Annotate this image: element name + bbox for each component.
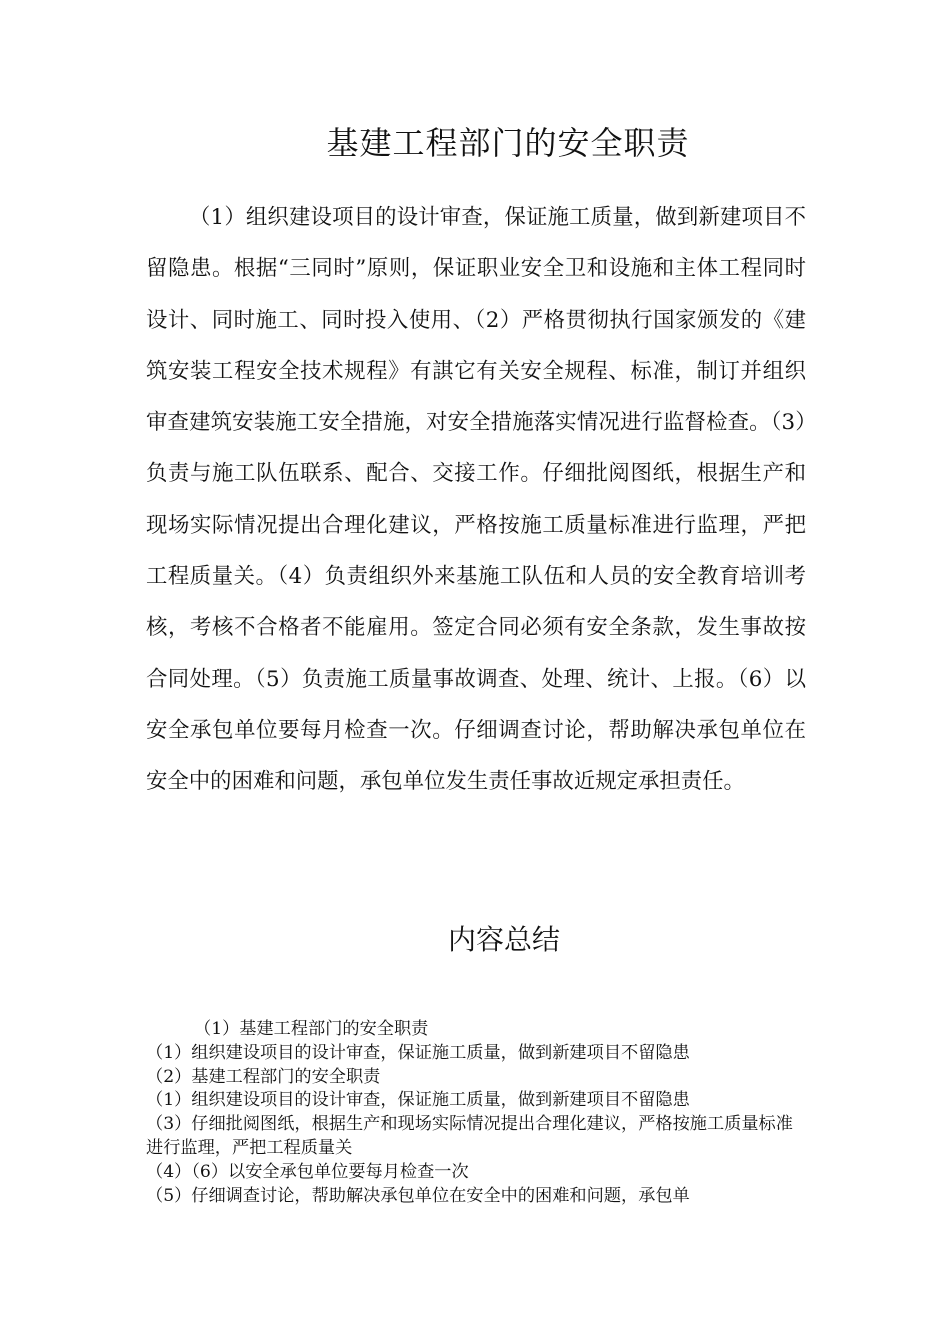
document-title: 基建工程部门的安全职责 [326,124,690,162]
summary-item: （2）基建工程部门的安全职责 [146,1066,381,1087]
summary-item: （3）仔细批阅图纸，根据生产和现场实际情况提出合理化建议，严格按施工质量标准进行监理，严把工程质量关 [146,1114,793,1158]
summary-item: （1）基建工程部门的安全职责 [194,1019,429,1039]
summary-item: （1）组织建设项目的设计审查，保证施工质量，做到新建项目不留隐患 [146,1042,690,1063]
summary-item: （4）（6）以安全承包单位要每月检查一次 [146,1161,469,1182]
summary-list [146,1018,806,1208]
document-body: （1）组织建设项目的设计审查，保证施工质量，做到新建项目不留隐患。根据“三同时”原则，保证职业安全卫和设施和主体工程同时设计、同时施工、同时投入使用、（2）严格贯彻执行国家颁发的《建筑安装工程安全技术规程》有諆它有关安全规程、标准，制订并组织审查建筑安装施工安全措施，对安全措施落实情况进行监督检查。（3）负责与施工队伍联系、配合、交接工作。仔细批阅图纸，根据生产和现场实际情况提出合理化建议，严格按施工质量标准进行监理，严把工程质量关。（4）负责组织外来基施工队伍和人员的安全教育培训考核，考核不合格者不能雇用。签定合同必须有安全条款，发生事故按合同处理。（5）负责施工质量事故调查、处理、统计、上报。（6）以安全承包单位要每月检查一次。仔细调查讨论，帮助解决承包单位在安全中的困难和问题，承包单位发生责任事故近规定承担责任。 [146,205,806,795]
summary-title: 内容总结 [447,923,560,956]
summary-item: （1）组织建设项目的设计审查，保证施工质量，做到新建项目不留隐患 [146,1090,690,1111]
summary-item: （5）仔细调查讨论，帮助解决承包单位在安全中的困难和问题，承包单 [146,1185,690,1206]
